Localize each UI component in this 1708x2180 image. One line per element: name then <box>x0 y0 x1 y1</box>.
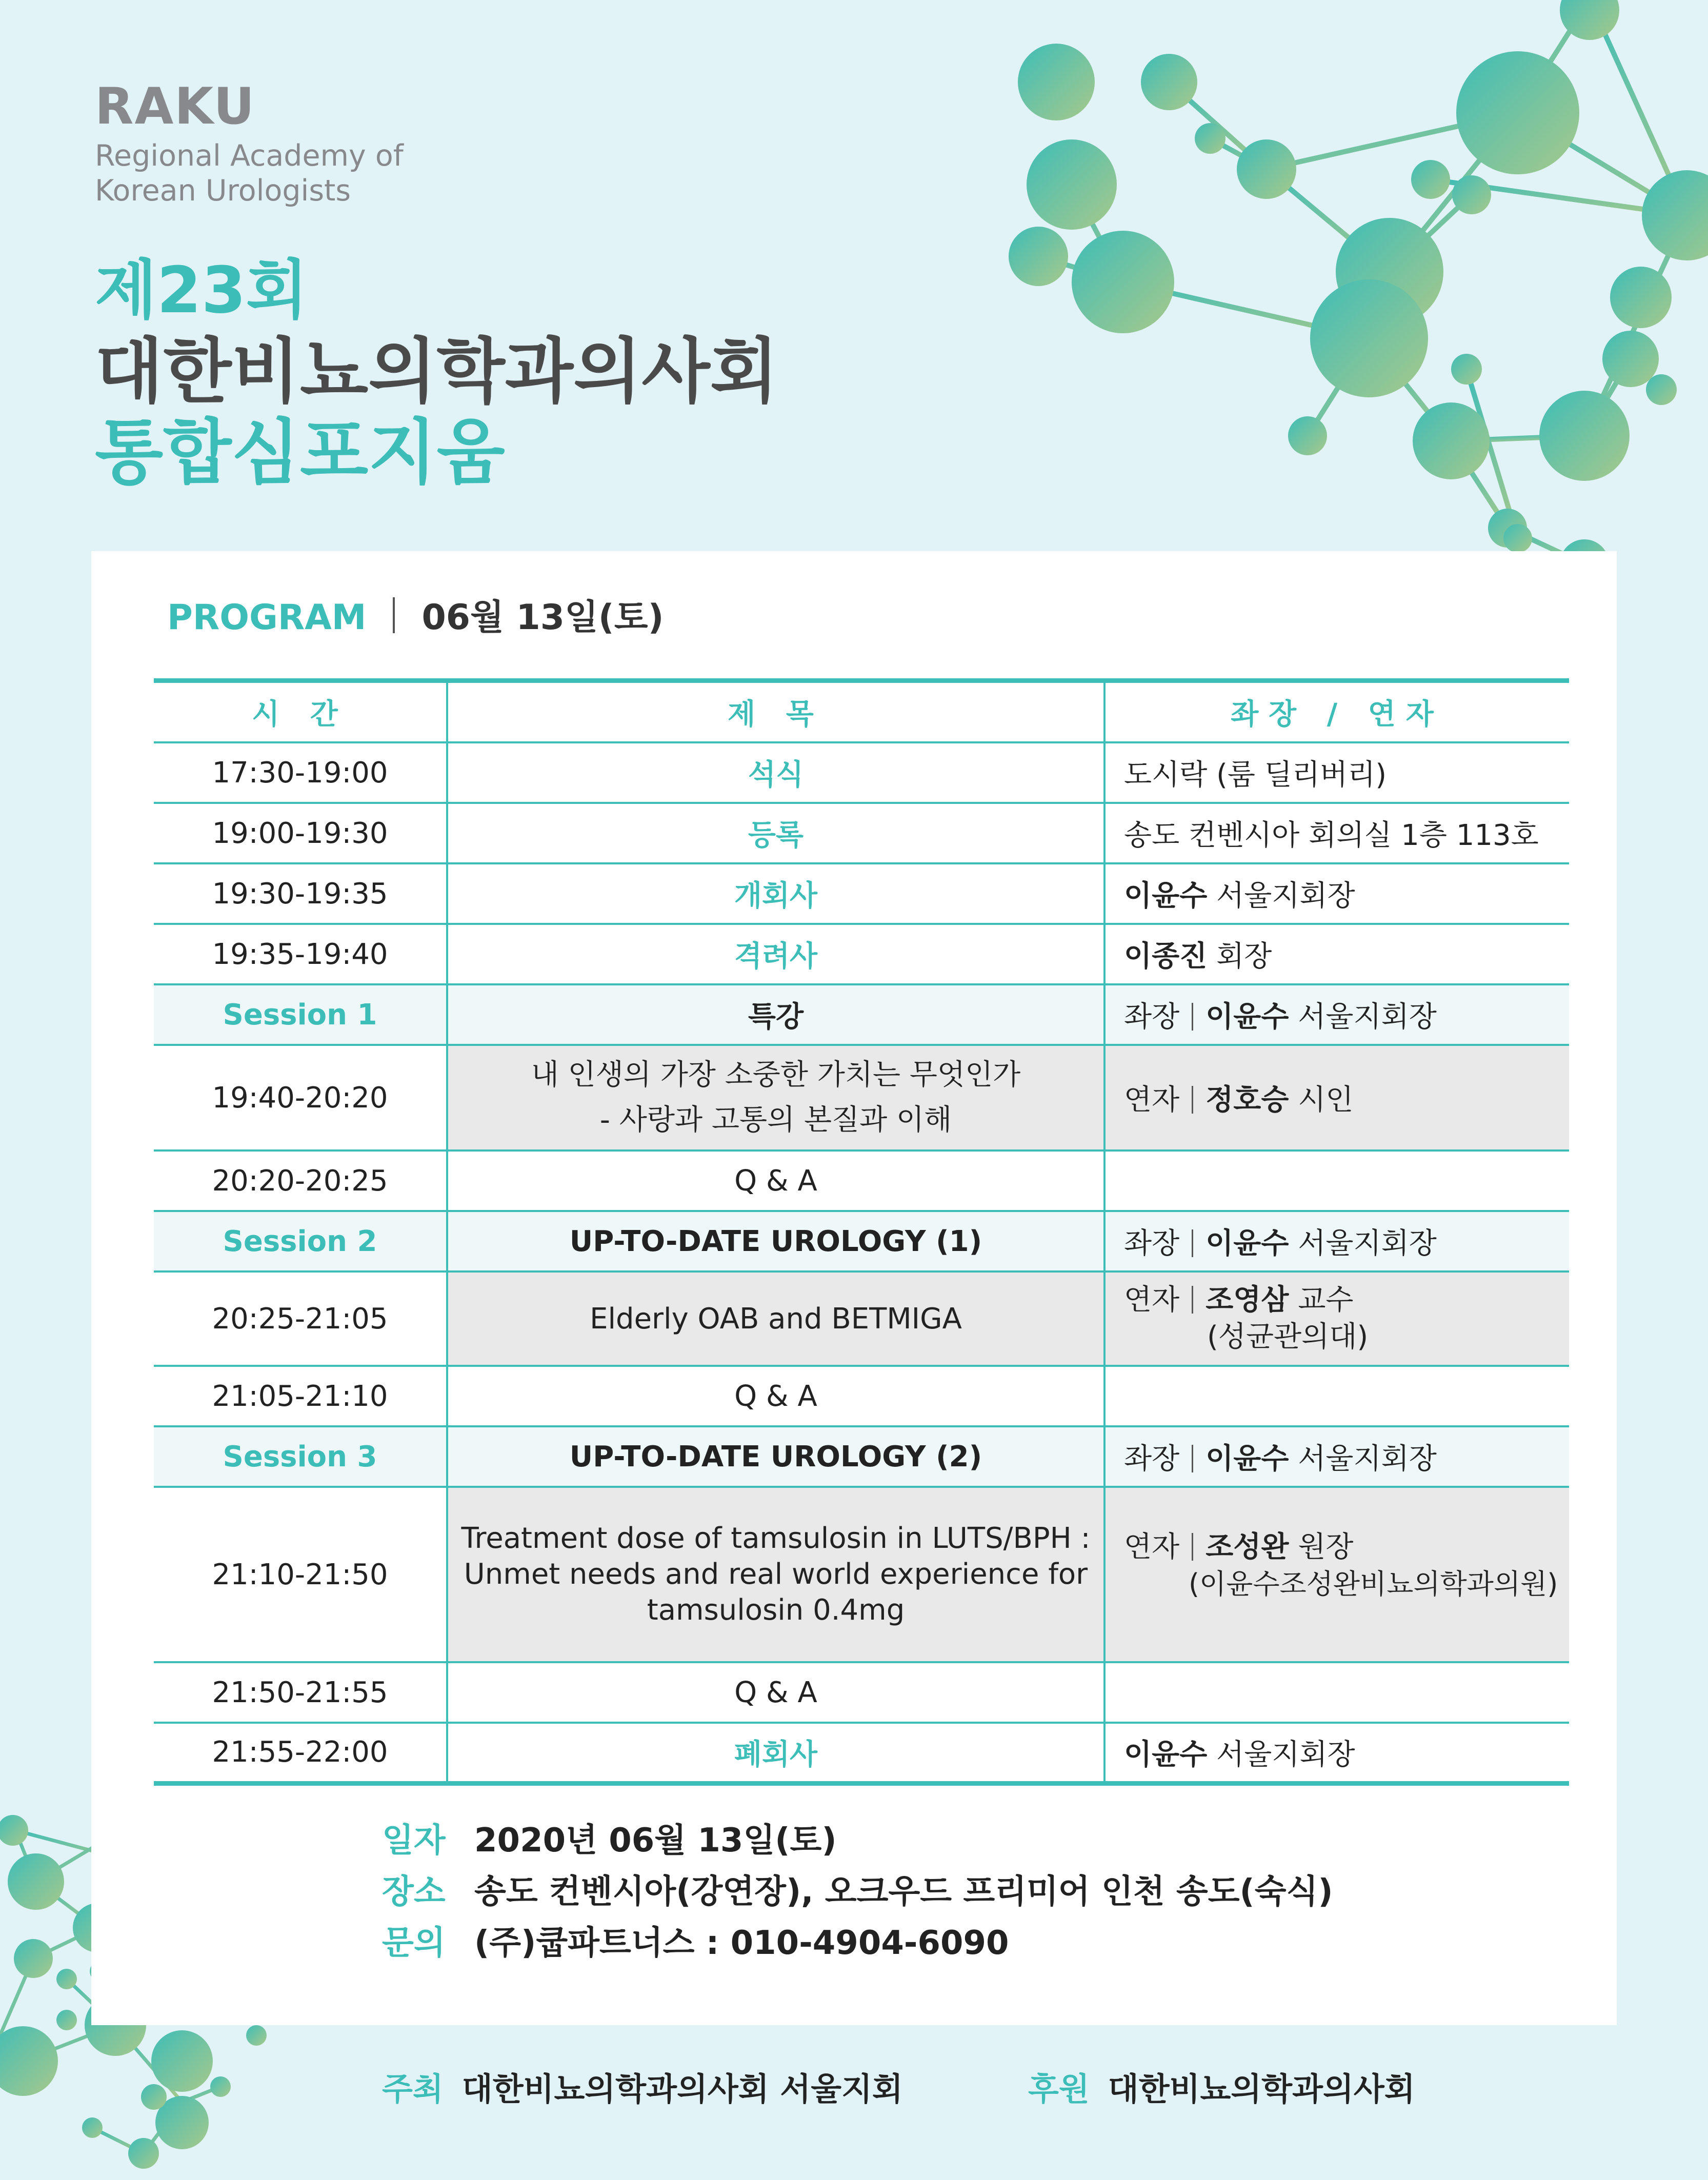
session-title: UP-TO-DATE UROLOGY (1) <box>447 1211 1104 1271</box>
divider <box>1192 1445 1193 1472</box>
header-speaker: 좌장 / 연자 <box>1104 681 1569 743</box>
speaker-name: 이종진 <box>1124 940 1208 973</box>
session-row <box>154 1211 1569 1271</box>
info-cell: 도시락 (룸 딜리버리) <box>1104 742 1569 803</box>
info-date <box>382 1815 1333 1866</box>
event-title <box>95 250 778 493</box>
info-contact-value: (주)쿱파트너스 : 010-4904-6090 <box>474 1924 1009 1962</box>
chair-name: 이윤수 <box>1205 1227 1289 1260</box>
table-row <box>154 1662 1569 1723</box>
divider <box>393 597 395 633</box>
speaker-name: 이윤수 <box>1124 1738 1208 1771</box>
speaker-name: 조성완 <box>1205 1530 1289 1564</box>
table-row <box>154 742 1569 803</box>
speaker-cell <box>1104 1487 1569 1662</box>
talk-title-line: tamsulosin 0.4mg <box>647 1593 905 1627</box>
speaker-prefix: 연자 <box>1124 1083 1180 1117</box>
talk-row <box>154 1487 1569 1662</box>
sponsor-key: 후원 <box>1028 2070 1090 2108</box>
title-cell: 개회사 <box>447 863 1104 924</box>
chair-prefix: 좌장 <box>1124 1000 1180 1034</box>
event-edition: 제23회 <box>95 253 308 328</box>
speaker-cell <box>1104 863 1569 924</box>
chair-role: 서울지회장 <box>1298 1442 1437 1476</box>
table-row <box>154 803 1569 863</box>
time-cell: 20:20-20:25 <box>154 1150 447 1211</box>
time-cell: 19:00-19:30 <box>154 803 447 863</box>
org-full-name-line2: Korean Urologists <box>95 174 351 208</box>
time-cell: 20:25-21:05 <box>154 1271 447 1366</box>
table-row <box>154 924 1569 984</box>
speaker-role: 회장 <box>1216 940 1272 973</box>
speaker-role: 교수 <box>1298 1283 1354 1317</box>
info-place-value: 송도 컨벤시아(강연장), 오크우드 프리미어 인천 송도(숙식) <box>474 1873 1333 1911</box>
info-contact <box>382 1917 1333 1969</box>
speaker-role: 서울지회장 <box>1216 879 1355 913</box>
time-cell: 21:05-21:10 <box>154 1366 447 1426</box>
session-title: UP-TO-DATE UROLOGY (2) <box>447 1426 1104 1487</box>
program-heading <box>167 592 664 643</box>
title-cell: Q & A <box>447 1150 1104 1211</box>
table-row <box>154 1723 1569 1783</box>
table-row <box>154 1366 1569 1426</box>
footer-host <box>382 2066 903 2112</box>
info-date-value: 2020년 06월 13일(토) <box>474 1822 837 1860</box>
event-info <box>382 1815 1333 1969</box>
org-brand <box>95 77 404 208</box>
speaker-name: 조영삼 <box>1205 1283 1289 1317</box>
info-contact-key: 문의 <box>382 1924 446 1962</box>
talk-title-cell: Elderly OAB and BETMIGA <box>447 1271 1104 1366</box>
time-cell: 21:10-21:50 <box>154 1487 447 1662</box>
speaker-cell <box>1104 1045 1569 1150</box>
molecule-graphic-top <box>902 0 1708 605</box>
info-cell: 송도 컨벤시아 회의실 1층 113호 <box>1104 803 1569 863</box>
info-cell <box>1104 1366 1569 1426</box>
title-cell: 격려사 <box>447 924 1104 984</box>
talk-title-line: Unmet needs and real world experience for <box>464 1558 1088 1591</box>
org-full-name-line1: Regional Academy of <box>95 139 404 173</box>
time-cell: 19:40-20:20 <box>154 1045 447 1150</box>
speaker-name: 이윤수 <box>1124 879 1208 913</box>
time-cell: 17:30-19:00 <box>154 742 447 803</box>
talk-title-cell <box>447 1045 1104 1150</box>
speaker-role: 서울지회장 <box>1216 1738 1355 1771</box>
header-title: 제 목 <box>447 681 1104 743</box>
speaker-prefix: 연자 <box>1124 1283 1180 1317</box>
talk-title-line: - 사랑과 고통의 본질과 이해 <box>599 1103 952 1137</box>
speaker-prefix: 연자 <box>1124 1530 1180 1564</box>
title-cell: 등록 <box>447 803 1104 863</box>
chair-prefix: 좌장 <box>1124 1442 1180 1476</box>
sponsor-value: 대한비뇨의학과의사회 <box>1108 2070 1415 2108</box>
speaker-affiliation: (성균관의대) <box>1207 1320 1369 1354</box>
chair-role: 서울지회장 <box>1298 1227 1437 1260</box>
event-name: 통합심포지움 <box>95 411 505 494</box>
divider <box>1192 1229 1193 1257</box>
table-row <box>154 1150 1569 1211</box>
talk-title-cell <box>447 1487 1104 1662</box>
session-label: Session 2 <box>154 1211 447 1271</box>
time-cell: 19:30-19:35 <box>154 863 447 924</box>
host-key: 주최 <box>382 2070 444 2108</box>
talk-row <box>154 1271 1569 1366</box>
org-abbr: RAKU <box>95 77 256 136</box>
table-row <box>154 863 1569 924</box>
program-card <box>91 551 1617 2025</box>
info-place <box>382 1866 1333 1917</box>
speaker-affiliation: (이윤수조성완비뇨의학과의원) <box>1189 1568 1558 1600</box>
session-label: Session 1 <box>154 984 447 1045</box>
header-time: 시 간 <box>154 681 447 743</box>
program-date: 06월 13일(토) <box>421 597 664 638</box>
divider <box>1192 1533 1193 1561</box>
title-cell: 폐회사 <box>447 1723 1104 1783</box>
speaker-role: 시인 <box>1298 1083 1354 1117</box>
talk-row <box>154 1045 1569 1150</box>
footer-sponsor <box>1028 2066 1415 2112</box>
session-label: Session 3 <box>154 1426 447 1487</box>
time-cell: 21:55-22:00 <box>154 1723 447 1783</box>
program-label: PROGRAM <box>167 597 367 638</box>
speaker-cell <box>1104 1271 1569 1366</box>
info-place-key: 장소 <box>382 1873 446 1911</box>
talk-title-line: Treatment dose of tamsulosin in LUTS/BPH : <box>461 1522 1091 1555</box>
speaker-name: 정호승 <box>1205 1083 1289 1117</box>
time-cell: 19:35-19:40 <box>154 924 447 984</box>
chair-cell <box>1104 984 1569 1045</box>
divider <box>1192 1003 1193 1031</box>
chair-cell <box>1104 1211 1569 1271</box>
program-table <box>154 678 1569 1786</box>
chair-role: 서울지회장 <box>1298 1000 1437 1034</box>
session-title: 특강 <box>447 984 1104 1045</box>
chair-name: 이윤수 <box>1205 1442 1289 1476</box>
title-cell: Q & A <box>447 1366 1104 1426</box>
chair-prefix: 좌장 <box>1124 1227 1180 1260</box>
info-cell <box>1104 1662 1569 1723</box>
session-row <box>154 984 1569 1045</box>
session-row <box>154 1426 1569 1487</box>
chair-cell <box>1104 1426 1569 1487</box>
host-value: 대한비뇨의학과의사회 서울지회 <box>461 2070 903 2108</box>
divider <box>1192 1086 1193 1114</box>
chair-name: 이윤수 <box>1205 1000 1289 1034</box>
info-cell <box>1104 1150 1569 1211</box>
table-header-row <box>154 681 1569 743</box>
talk-title-line: 내 인생의 가장 소중한 가치는 무엇인가 <box>531 1058 1021 1092</box>
time-cell: 21:50-21:55 <box>154 1662 447 1723</box>
info-date-key: 일자 <box>382 1822 446 1860</box>
event-organizer: 대한비뇨의학과의사회 <box>95 330 779 413</box>
speaker-role: 원장 <box>1298 1530 1354 1564</box>
speaker-cell <box>1104 1723 1569 1783</box>
title-cell: Q & A <box>447 1662 1104 1723</box>
speaker-cell <box>1104 924 1569 984</box>
divider <box>1192 1286 1193 1314</box>
title-cell: 석식 <box>447 742 1104 803</box>
